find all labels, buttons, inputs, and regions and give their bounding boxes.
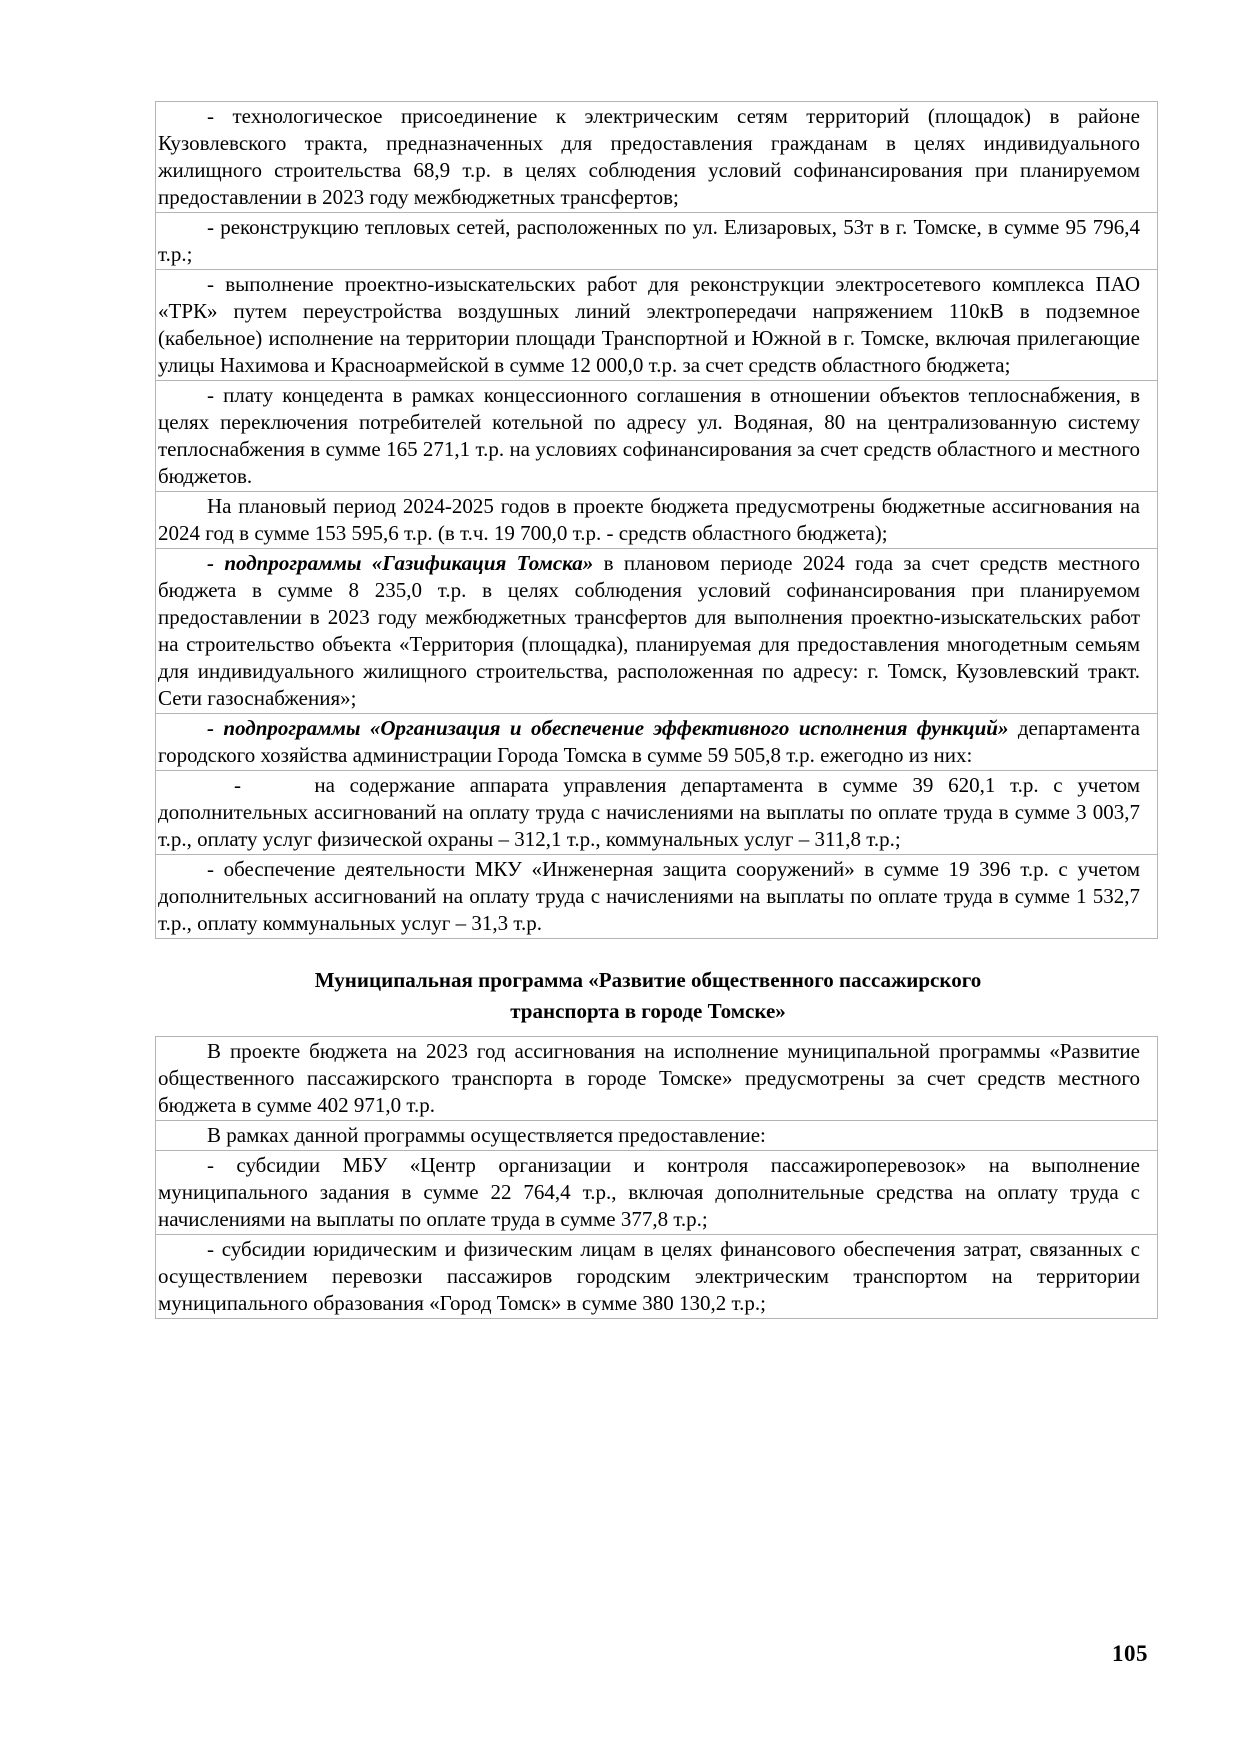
paragraph-subsidy-mbu: - субсидии МБУ «Центр организации и контроля пассажироперевозок» на выполнение муниципального задания в сумме 22 764,4 т.р., включая дополнительные средства на оплату труда с начислениями на выплаты по оплате труда в сумме 377,8 т.р.; [158, 1153, 1140, 1231]
paragraph-planning-period: На плановый период 2024-2025 годов в проекте бюджета предусмотрены бюджетные ассигнования на 2024 год в сумме 153 595,6 т.р. (в т.ч. 19 700,0 т.р. - средств областного бюджета); [158, 494, 1140, 545]
paragraph-box [155, 269, 1158, 381]
paragraph-concession-fee: - плату концедента в рамках концессионного соглашения в отношении объектов теплоснабжения, в целях переключения потребителей котельной по адресу ул. Водяная, 80 на централизованную систему теплоснабжения в сумме 165 271,1 т.р. на условиях софинансирования за счет средств областного и местного бюджетов. [158, 383, 1140, 488]
paragraph-box [155, 854, 1158, 939]
paragraph-box [155, 1234, 1158, 1319]
paragraph-box [155, 101, 1158, 213]
paragraph-box [155, 1036, 1158, 1121]
paragraph-mku-protection: - обеспечение деятельности МКУ «Инженерная защита сооружений» в сумме 19 396 т.р. с учетом дополнительных ассигнований на оплату труда с начислениями на выплаты по оплате труда в сумме 1 532,7 т.р., оплату коммунальных услуг – 31,3 т.р. [158, 857, 1140, 935]
page-number: 105 [1112, 1641, 1148, 1666]
paragraph-box [155, 491, 1158, 549]
paragraph-box [155, 1120, 1158, 1151]
paragraph-subprogram-functions [158, 715, 1140, 769]
paragraph-survey-works: - выполнение проектно-изыскательских работ для реконструкции электросетевого комплекса ПАО «ТРК» путем переустройства воздушных линий электропередачи напряжением 110кВ в подземное (кабельное) исполнение на территории площади Транспортной и Южной в г. Томске, включая прилегающие улицы Нахимова и Красноармейской в сумме 12 000,0 т.р. за счет средств областного бюджета; [158, 272, 1140, 377]
paragraph-program-budget: В проекте бюджета на 2023 год ассигнования на исполнение муниципальной программы «Развитие общественного пассажирского транспорта в городе Томске» предусмотрены за счет средств местного бюджета в сумме 402 971,0 т.р. [158, 1039, 1140, 1117]
paragraph-box [155, 1150, 1158, 1235]
subprogram-gasification-title: - подпрограммы «Газификация Томска» [207, 551, 594, 575]
paragraph-heat-networks: - реконструкцию тепловых сетей, расположенных по ул. Елизаровых, 53т в г. Томске, в сумме 95 796,4 т.р.; [158, 215, 1140, 266]
paragraph-staff-maintenance: - на содержание аппарата управления департамента в сумме 39 620,1 т.р. с учетом дополнительных ассигнований на оплату труда с начислениями на выплаты по оплате труда в сумме 3 003,7 т.р., оплату услуг физической охраны – 312,1 т.р., коммунальных услуг – 311,8 т.р.; [158, 773, 1140, 851]
text-column [155, 101, 1158, 1319]
subprogram-gasification-text: в плановом периоде 2024 года за счет средств местного бюджета в сумме 8 235,0 т.р. в целях соблюдения условий софинансирования при планируемом предоставлении в 2023 году межбюджетных трансфертов для выполнения проектно-изыскательских работ на строительство объекта «Территория (площадка), планируемая для предоставления многодетным семьям для индивидуального жилищного строительства, расположенная по адресу: г. Томск, Кузовлевский тракт. Сети газоснабжения»; [158, 551, 1140, 710]
paragraph-box [155, 380, 1158, 492]
section-heading [155, 965, 1158, 1027]
paragraph-box [155, 770, 1158, 855]
paragraph-subprogram-gasification [158, 550, 1140, 712]
section-heading-line2: транспорта в городе Томске» [510, 999, 786, 1023]
paragraph-box [155, 713, 1158, 771]
paragraph-program-intro: В рамках данной программы осуществляется предоставление: [207, 1123, 766, 1147]
paragraph-box [155, 548, 1158, 714]
section-heading-line1: Муниципальная программа «Развитие общественного пассажирского [314, 968, 982, 992]
paragraph-subsidy-legal-entities: - субсидии юридическим и физическим лицам в целях финансового обеспечения затрат, связанных с осуществлением перевозки пассажиров городским электрическим транспортом на территории муниципального образования «Город Томск» в сумме 380 130,2 т.р.; [158, 1237, 1140, 1315]
paragraph-box [155, 212, 1158, 270]
paragraph-tech-connection: - технологическое присоединение к электрическим сетям территорий (площадок) в районе Кузовлевского тракта, предназначенных для предоставления гражданам в целях индивидуального жилищного строительства 68,9 т.р. в целях соблюдения условий софинансирования при планируемом предоставлении в 2023 году межбюджетных трансфертов; [158, 104, 1140, 209]
subprogram-functions-text: департамента городского хозяйства администрации Города Томска в сумме 59 505,8 т.р. ежегодно из них: [158, 716, 1140, 767]
subprogram-functions-title: - подпрограммы «Организация и обеспечение эффективного исполнения функций» [207, 716, 1009, 740]
